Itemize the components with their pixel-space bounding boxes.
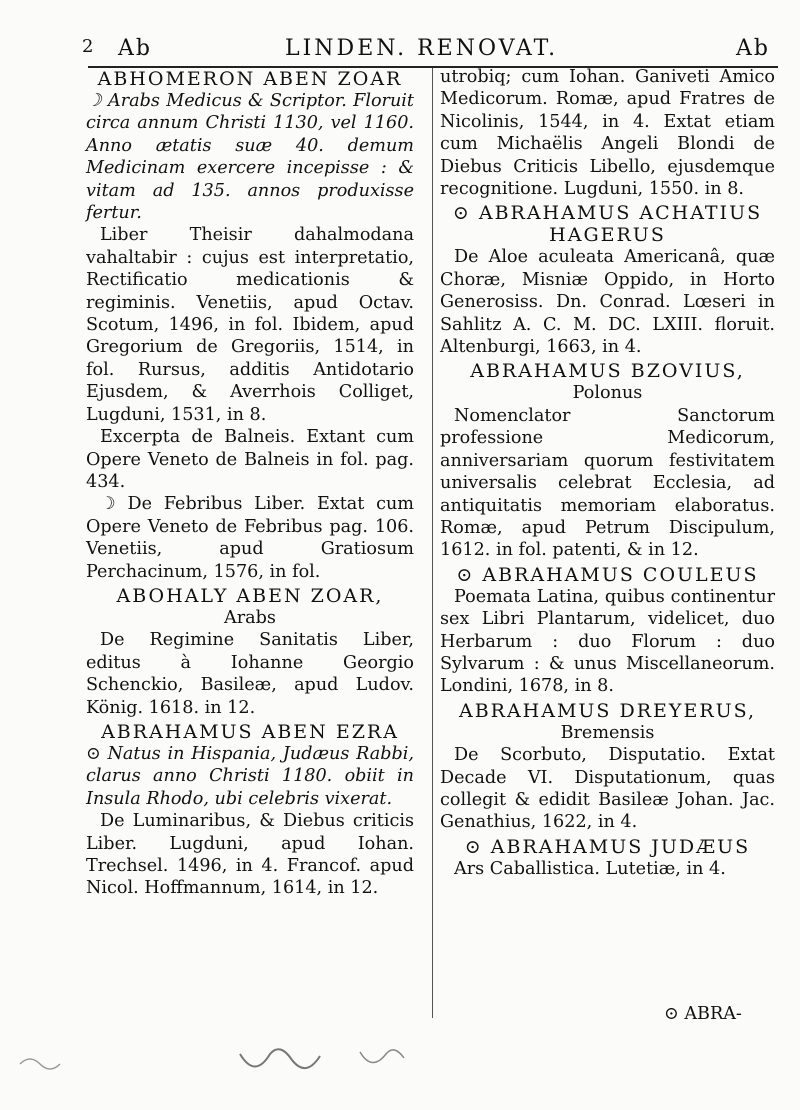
entry-heading: ⊙ ABRAHAMUS JUDÆUS bbox=[464, 835, 751, 858]
entry-heading: ⊙ ABRAHAMUS COULEUS bbox=[456, 563, 759, 586]
entry-subheading: Bremensis bbox=[560, 722, 655, 743]
entry-paragraph: De Regimine Sanitatis Liber, editus à Iohanne Georgio Schenckio, Basileæ, apud Ludov. König. 1618. in 12. bbox=[86, 630, 414, 718]
entry-paragraph: Poemata Latina, quibus continentur sex Libri Plantarum, videlicet, duo Herbarum : duo Florum : duo Sylvarum : & unus Miscellaneorum. Londini, 1678, in 8. bbox=[440, 586, 775, 697]
handwritten-scribble bbox=[0, 1034, 800, 1110]
column-separator bbox=[432, 68, 433, 1018]
entry-paragraph: Liber Theisir dahalmodana vahaltabir : cujus est interpretatio, Rectificatio medicationis & regiminis. Venetiis, apud Octav. Scotum, 1496, in fol. Ibidem, apud Gregorium de Gregoriis, 1514, in fol. Rursus, additis Antidotario Ejusdem, & Averrhois Colliget, Lugduni, 1531, in 8. bbox=[86, 225, 414, 425]
header-left-label: Ab bbox=[118, 36, 152, 61]
running-header bbox=[0, 36, 800, 66]
entry-subheading: Polonus bbox=[572, 383, 643, 404]
page-number: 2 bbox=[82, 36, 96, 57]
header-title: LINDEN. RENOVAT. bbox=[285, 36, 559, 61]
entry-paragraph: De Scorbuto, Disputatio. Extat Decade VI. Disputationum, quas collegit & edidit Basileæ Johan. Jac. Genathius, 1622, in 4. bbox=[440, 745, 775, 833]
entry-subheading: Arabs bbox=[224, 607, 276, 628]
entry-paragraph: De Aloe aculeata Americanâ, quæ Choræ, Misniæ Oppido, in Horto Generosiss. Dn. Conrad. Lœseri in Sahlitz A. C. M. DC. LXIII. floruit. Altenburgi, 1663, in 4. bbox=[440, 247, 775, 358]
entry-bio: ☽ Arabs Medicus & Scriptor. Floruit circa annum Christi 1130, vel 1160. Anno ætatis suæ 40. demum Medicinam exercere incepisse : & vitam ad 135. annos produxisse fertur. bbox=[86, 91, 414, 224]
catchword: ⊙ ABRA- bbox=[664, 1004, 742, 1024]
entry-heading: ABHOMERON ABEN ZOAR bbox=[97, 68, 403, 90]
entry-heading: ⊙ ABRAHAMUS ACHATIUS HAGERUS bbox=[452, 202, 763, 247]
entry-heading: ABOHALY ABEN ZOAR, bbox=[116, 584, 384, 607]
entry-heading: ABRAHAMUS ABEN EZRA bbox=[101, 720, 399, 743]
header-right-label: Ab bbox=[736, 36, 770, 61]
continued-paragraph: utrobiq; cum Iohan. Ganiveti Amico Medicorum. Romæ, apud Fratres de Nicolinis, 1544, in 4. Extat etiam cum Michaëlis Angeli Blondi de Diebus Criticis Libello, ejusdemque recognitione. Lugduni, 1550. in 8. bbox=[440, 67, 775, 200]
entry-paragraph: Excerpta de Balneis. Extant cum Opere Veneto de Balneis in fol. pag. 434. bbox=[86, 427, 414, 492]
entry-paragraph: Ars Caballistica. Lutetiæ, in 4. bbox=[454, 858, 726, 879]
entry-paragraph: Nomenclator Sanctorum professione Medicorum, anniversariam quorum festivitatem universalis celebrat Ecclesia, ad antiquitatis memoriam elaboratus. Romæ, apud Petrum Discipulum, 1612. in fol. patenti, & in 12. bbox=[440, 405, 775, 561]
entry-paragraph: ☽ De Febribus Liber. Extat cum Opere Veneto de Febribus pag. 106. Venetiis, apud Gratiosum Perchacinum, 1576, in fol. bbox=[86, 494, 414, 582]
entry-paragraph: De Luminaribus, & Diebus criticis Liber. Lugduni, apud Iohan. Trechsel. 1496, in 4. Francof. apud Nicol. Hoffmannum, 1614, in 12. bbox=[86, 811, 414, 899]
left-column bbox=[86, 66, 414, 900]
right-column bbox=[440, 66, 775, 880]
entry-heading: ABRAHAMUS DREYERUS, bbox=[458, 699, 757, 722]
entry-bio: ⊙ Natus in Hispania, Judæus Rabbi, clarus anno Christi 1180. obiit in Insula Rhodo, ubi celebris vixerat. bbox=[86, 743, 414, 809]
entry-heading: ABRAHAMUS BZOVIUS, bbox=[470, 360, 745, 383]
